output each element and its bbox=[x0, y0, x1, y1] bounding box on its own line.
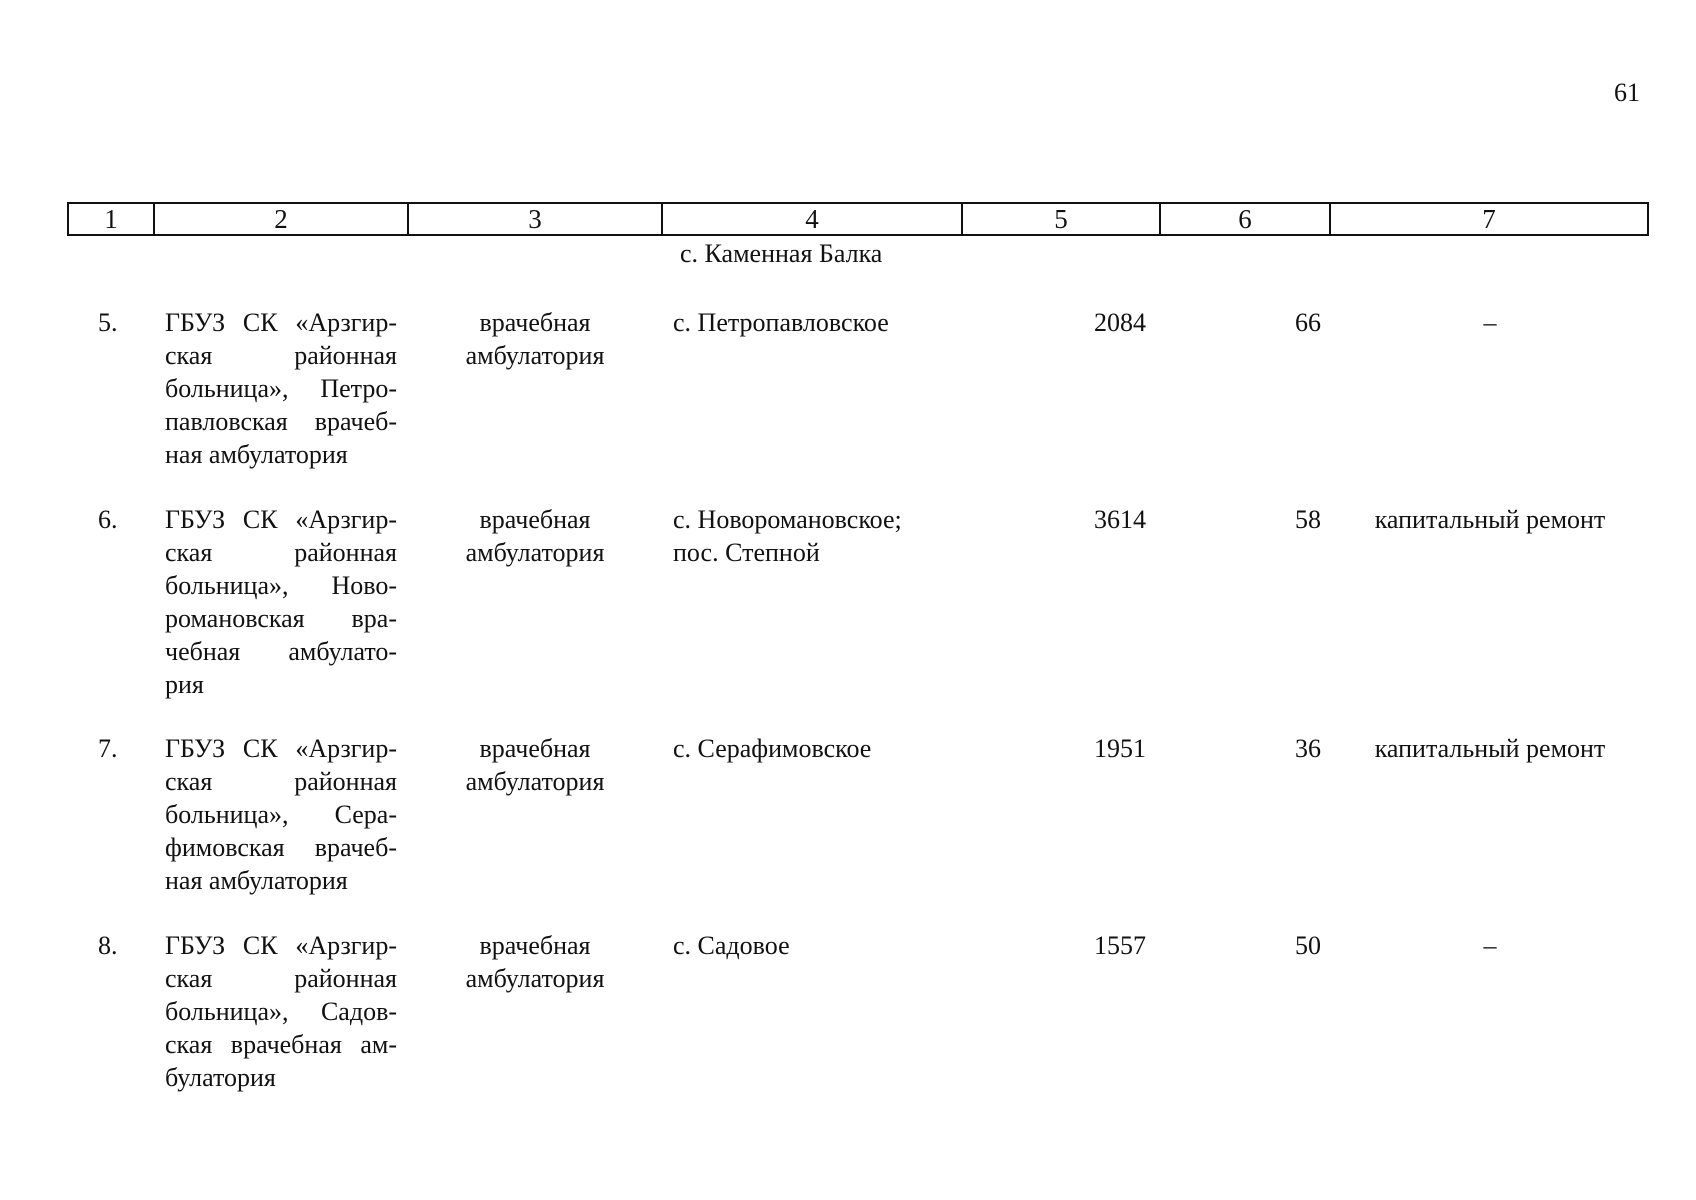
organization-name-line: ГБУЗ СК «Арзгир- bbox=[165, 734, 397, 763]
organization-name-line: романовская вра- bbox=[165, 604, 397, 633]
organization-name-line: чебная амбулато- bbox=[165, 637, 397, 666]
facility-type-line: врачебная bbox=[479, 505, 591, 534]
settlement bbox=[673, 503, 973, 569]
organization-name-line: ная амбулатория bbox=[165, 440, 348, 469]
facility-type-line: врачебная bbox=[479, 931, 591, 960]
facility-type-line: врачебная bbox=[479, 308, 591, 337]
column-6-value: 66 bbox=[1295, 308, 1321, 337]
column-6-value: 50 bbox=[1295, 931, 1321, 960]
settlement-line: с. Петропавловское bbox=[673, 308, 889, 337]
organization-name-line: ная амбулатория bbox=[165, 866, 348, 895]
header-col-4: 4 bbox=[663, 204, 963, 234]
organization-name bbox=[165, 306, 397, 471]
row-number: 7. bbox=[98, 734, 118, 763]
organization-name-line: ская районная bbox=[165, 538, 397, 567]
header-col-5: 5 bbox=[963, 204, 1161, 234]
organization-name-line: ская врачебная ам- bbox=[165, 1030, 397, 1059]
organization-name bbox=[165, 929, 397, 1094]
organization-name-line: больница», Петро- bbox=[165, 374, 397, 403]
row-number: 5. bbox=[98, 308, 118, 337]
facility-type-line: амбулатория bbox=[465, 538, 605, 567]
header-col-6: 6 bbox=[1161, 204, 1331, 234]
facility-type bbox=[440, 732, 630, 798]
facility-type bbox=[440, 306, 630, 372]
settlement-line: с. Новоромановское; bbox=[673, 505, 902, 534]
organization-name-line: ская районная bbox=[165, 964, 397, 993]
organization-name-line: павловская врачеб- bbox=[165, 407, 397, 436]
settlement bbox=[673, 929, 973, 962]
organization-name-line: больница», Садов- bbox=[165, 997, 397, 1026]
note-value: капитальный ремонт bbox=[1374, 505, 1606, 534]
column-number-header bbox=[67, 202, 1649, 236]
organization-name-line: ская районная bbox=[165, 767, 397, 796]
organization-name-line: больница», Ново- bbox=[165, 571, 397, 600]
organization-name bbox=[165, 503, 397, 701]
organization-name-line: больница», Сера- bbox=[165, 800, 397, 829]
column-6-value: 58 bbox=[1295, 505, 1321, 534]
row-number: 6. bbox=[98, 505, 118, 534]
population-value: 2084 bbox=[1094, 308, 1146, 337]
facility-type-line: врачебная bbox=[479, 734, 591, 763]
organization-name-line: рия bbox=[165, 670, 204, 699]
settlement-line: с. Серафимовское bbox=[673, 734, 872, 763]
continued-location-text: с. Каменная Балка bbox=[680, 239, 883, 268]
facility-type-line: амбулатория bbox=[465, 767, 605, 796]
population-value: 3614 bbox=[1094, 505, 1146, 534]
header-col-2: 2 bbox=[155, 204, 409, 234]
organization-name-line: ская районная bbox=[165, 341, 397, 370]
note-value: – bbox=[1483, 931, 1497, 960]
organization-name-line: ГБУЗ СК «Арзгир- bbox=[165, 308, 397, 337]
population-value: 1951 bbox=[1094, 734, 1146, 763]
organization-name-line: булатория bbox=[165, 1063, 276, 1092]
column-6-value: 36 bbox=[1295, 734, 1321, 763]
page-number: 61 bbox=[1614, 78, 1640, 107]
organization-name-line: фимовская врачеб- bbox=[165, 833, 397, 862]
note-value: капитальный ремонт bbox=[1374, 734, 1606, 763]
settlement bbox=[673, 306, 973, 339]
facility-type-line: амбулатория bbox=[465, 964, 605, 993]
header-col-7: 7 bbox=[1482, 204, 1496, 234]
organization-name-line: ГБУЗ СК «Арзгир- bbox=[165, 931, 397, 960]
organization-name-line: ГБУЗ СК «Арзгир- bbox=[165, 505, 397, 534]
facility-type bbox=[440, 503, 630, 569]
organization-name bbox=[165, 732, 397, 897]
settlement-line: с. Садовое bbox=[673, 931, 790, 960]
population-value: 1557 bbox=[1094, 931, 1146, 960]
header-col-3: 3 bbox=[409, 204, 663, 234]
note-value: – bbox=[1483, 308, 1497, 337]
settlement bbox=[673, 732, 973, 765]
row-number: 8. bbox=[98, 931, 118, 960]
settlement-line: пос. Степной bbox=[673, 538, 820, 567]
header-col-1: 1 bbox=[69, 204, 155, 234]
facility-type-line: амбулатория bbox=[465, 341, 605, 370]
facility-type bbox=[440, 929, 630, 995]
